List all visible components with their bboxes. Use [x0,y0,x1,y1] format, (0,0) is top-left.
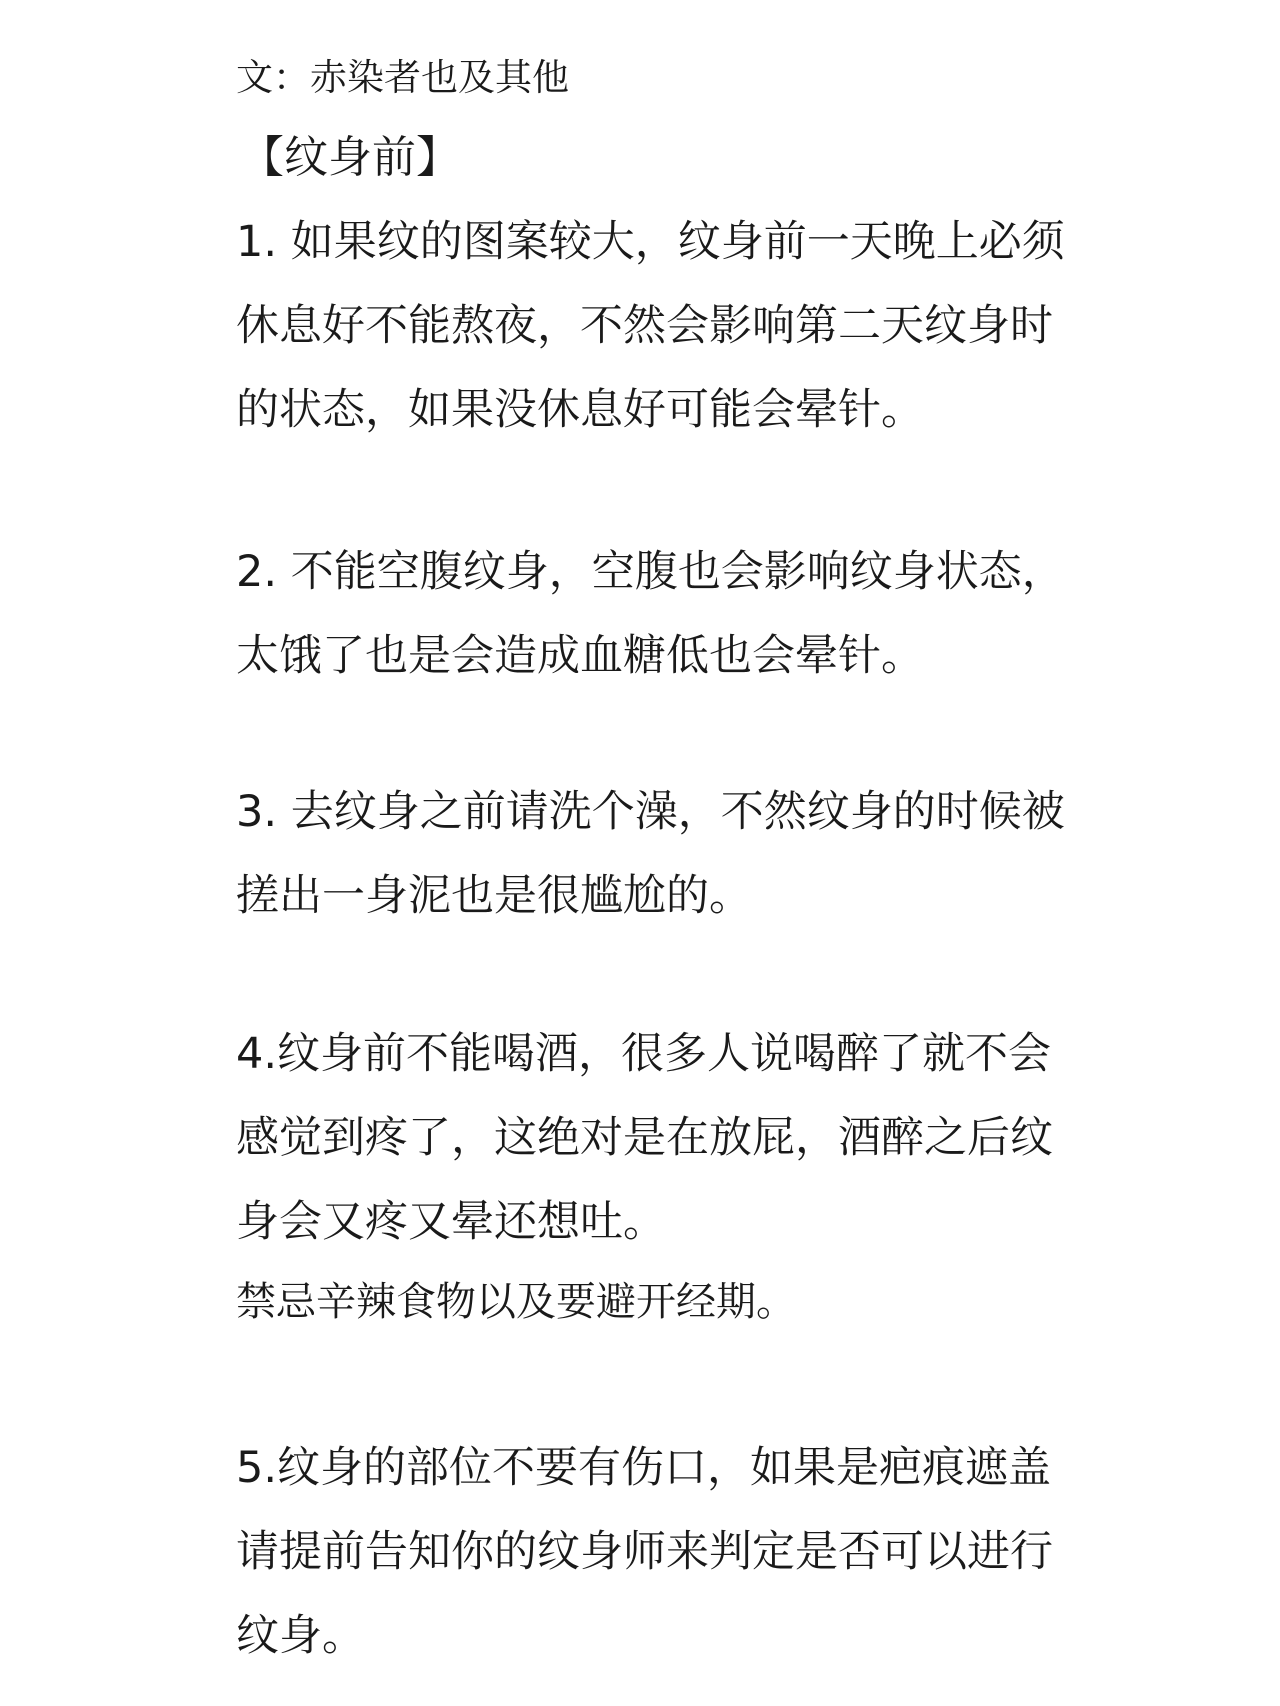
paragraph-3 [236,770,1116,938]
paragraph-note [236,1272,1116,1332]
paragraph-line: 的状态，如果没休息好可能会晕针。 [236,385,924,435]
paragraph-line: 2. 不能空腹纹身，空腹也会影响纹身状态， [236,547,1065,597]
author-line [236,52,1116,104]
section-heading-text: 【纹身前】 [240,132,460,183]
paragraph-1 [236,200,1116,452]
paragraph-line: 身会又疼又晕还想吐。 [236,1197,666,1247]
paragraph-line: 休息好不能熬夜，不然会影响第二天纹身时 [236,301,1053,351]
paragraph-line: 感觉到疼了，这绝对是在放屁，酒醉之后纹 [236,1113,1053,1163]
paragraph-line: 3. 去纹身之前请洗个澡，不然纹身的时候被 [236,787,1065,837]
section-heading [240,128,1120,188]
paragraph-4 [236,1012,1116,1264]
paragraph-2 [236,530,1116,698]
paragraph-line: 纹身。 [236,1611,365,1661]
paragraph-line: 请提前告知你的纹身师来判定是否可以进行 [236,1527,1053,1577]
paragraph-line: 禁忌辛辣食物以及要避开经期。 [236,1279,796,1325]
author-text: 文：赤染者也及其他 [236,56,569,99]
paragraph-line: 太饿了也是会造成血糖低也会晕针。 [236,631,924,681]
paragraph-5 [236,1426,1116,1678]
paragraph-line: 搓出一身泥也是很尴尬的。 [236,871,752,921]
paragraph-line: 5.纹身的部位不要有伤口，如果是疤痕遮盖 [236,1443,1052,1493]
paragraph-line: 4.纹身前不能喝酒，很多人说喝醉了就不会 [236,1029,1052,1079]
paragraph-line: 1. 如果纹的图案较大，纹身前一天晚上必须 [236,217,1065,267]
